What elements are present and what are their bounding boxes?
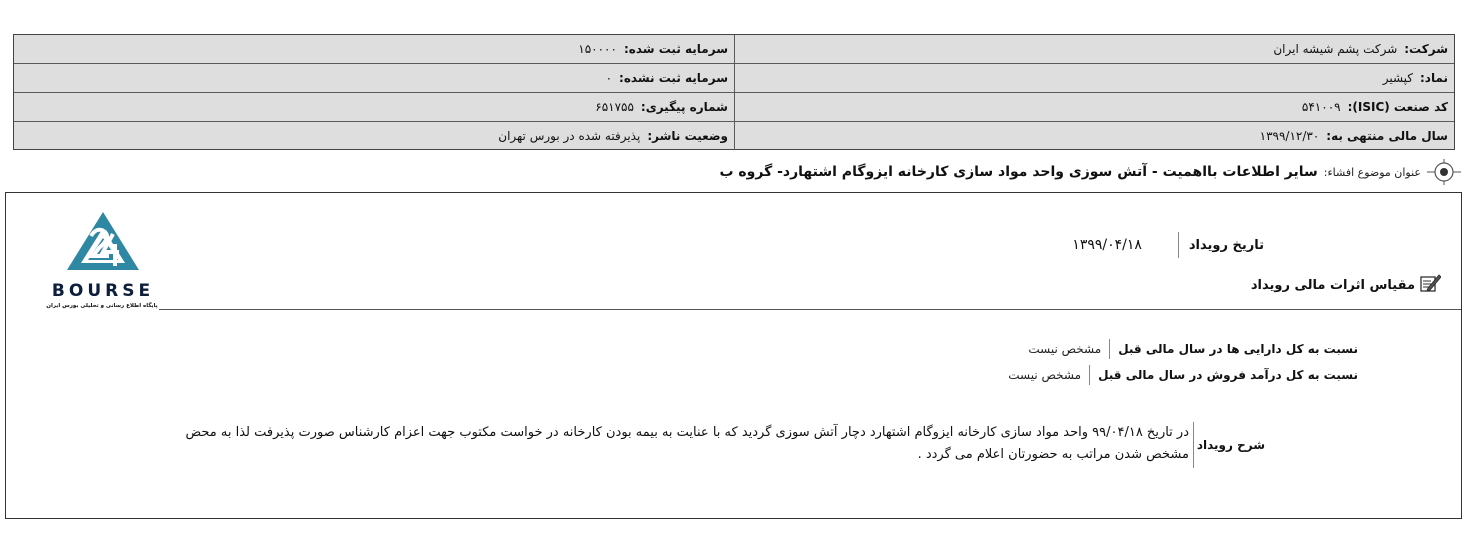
- ratio-assets-value: مشخص نیست: [1028, 342, 1102, 356]
- registered-capital-label: سرمایه ثبت شده:: [623, 42, 728, 56]
- info-row-isic: [14, 93, 1454, 122]
- logo-word: BOURSE: [51, 281, 155, 301]
- ratio-sales-row: [1008, 364, 1358, 386]
- unregistered-capital-label: سرمایه ثبت نشده:: [619, 71, 728, 85]
- isic-cell: [734, 93, 1454, 121]
- publisher-status-cell: [14, 122, 734, 150]
- company-label: شرکت:: [1404, 42, 1448, 56]
- description-text: در تاریخ ۹۹/۰۴/۱۸ واحد مواد سازی کارخانه ایزوگام اشتهارد دچار آتش سوزی گردید که با عنایت به بیمه بودن کارخانه در خواست مکتوب جهت اعزام کارشناس صورت پذیرفت لذا به محض مشخص شدن مراتب به حضورتان اعلام می گردد .: [185, 425, 1189, 462]
- symbol-label: نماد:: [1419, 71, 1448, 85]
- ratio-sales-value: مشخص نیست: [1008, 368, 1082, 382]
- ratio-sales-label: نسبت به کل درآمد فروش در سال مالی قبل: [1089, 365, 1358, 385]
- financial-effects-heading: [1251, 272, 1441, 298]
- disclosure-subject: [719, 157, 1461, 187]
- tracking-number-label: شماره پیگیری:: [640, 100, 728, 114]
- ratio-assets-row: [1028, 338, 1358, 360]
- fiscal-year-value: ۱۳۹۹/۱۲/۳۰: [1259, 129, 1320, 143]
- publisher-status-label: وضعیت ناشر:: [647, 129, 728, 143]
- fiscal-year-cell: [734, 122, 1454, 150]
- registered-capital-value: ۱۵۰۰۰۰: [578, 42, 617, 56]
- symbol-cell: [734, 64, 1454, 92]
- company-info-table: [13, 34, 1455, 150]
- bourse24-logo: [41, 208, 166, 308]
- info-row-company: [14, 35, 1454, 64]
- unregistered-capital-cell: [14, 64, 734, 92]
- tracking-number-cell: [14, 93, 734, 121]
- financial-heading-text: مقیاس اثرات مالی رویداد: [1250, 277, 1415, 293]
- edit-note-icon: [1419, 272, 1441, 298]
- unregistered-capital-value: ۰: [605, 71, 613, 85]
- event-details-panel: [5, 192, 1462, 519]
- company-value: شرکت پشم شیشه ایران: [1273, 42, 1398, 56]
- description-label: شرح رویداد: [1196, 438, 1265, 452]
- event-date-label: تاریخ رویداد: [1178, 232, 1264, 258]
- info-row-fiscal: [14, 122, 1454, 150]
- info-row-symbol: [14, 64, 1454, 93]
- isic-value: ۵۴۱۰۰۹: [1301, 100, 1341, 114]
- isic-label: کد صنعت (ISIC):: [1347, 100, 1448, 114]
- registered-capital-cell: [14, 35, 734, 63]
- tracking-number-value: ۶۵۱۷۵۵: [595, 100, 634, 114]
- target-icon: [1427, 157, 1461, 187]
- publisher-status-value: پذیرفته شده در بورس تهران: [498, 129, 641, 143]
- fiscal-year-label: سال مالی منتهی به:: [1326, 129, 1448, 143]
- event-date-value: ۱۳۹۹/۰۴/۱۸: [1072, 237, 1142, 253]
- company-cell: [734, 35, 1454, 63]
- description-label-cell: [1193, 422, 1265, 468]
- symbol-value: کپشیر: [1382, 71, 1413, 85]
- ratio-assets-label: نسبت به کل دارایی ها در سال مالی قبل: [1109, 339, 1358, 359]
- logo-tagline: پایگاه اطلاع رسانی و تحلیلی بورس ایران: [46, 303, 158, 309]
- event-date: [1072, 232, 1264, 258]
- section-divider: [159, 309, 1461, 310]
- subject-title: سایر اطلاعات بااهمیت - آتش سوزی واحد مواد سازی کارخانه ایزوگام اشتهارد- گروه ب: [719, 164, 1318, 180]
- subject-label: عنوان موضوع افشاء:: [1323, 165, 1421, 179]
